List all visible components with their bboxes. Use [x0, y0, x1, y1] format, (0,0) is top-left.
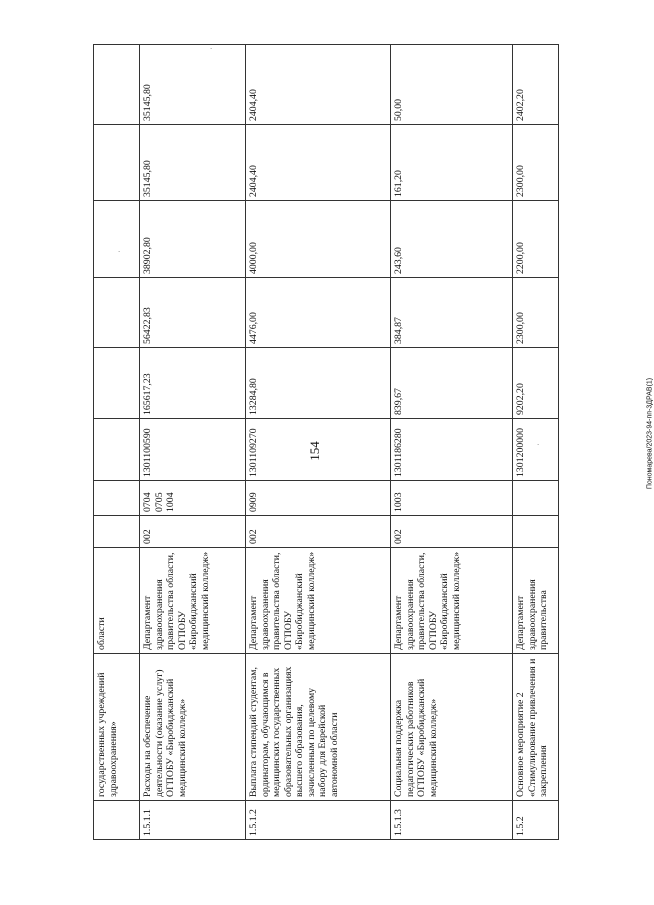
executor: области [94, 548, 140, 654]
year-2026-amount: 35145,80 [140, 45, 246, 125]
year-2026-amount [94, 45, 140, 125]
target-article-code: 1301200000 [513, 419, 559, 481]
target-article-code: 1301186280 [391, 419, 513, 481]
activity-name: государственных учреждений здравоохранения» [94, 654, 140, 801]
table-row [246, 45, 391, 840]
year-2023-amount: 56422,83 [140, 278, 246, 348]
grbs-code: 002 [140, 516, 246, 548]
scan-mark: . [537, 438, 540, 447]
section-code: 0909 [246, 481, 391, 516]
year-2023-amount: 384,87 [391, 278, 513, 348]
total-amount: 165617,23 [140, 348, 246, 419]
year-2024-amount: 2200,00 [513, 201, 559, 278]
row-number: 1.5.2 [513, 801, 559, 840]
executor: Департамент здравоохранения правительства области, ОГПОБУ «Биробиджанский медицинский колледж» [246, 548, 391, 654]
row-number: 1.5.1.3 [391, 801, 513, 840]
budget-table-container [93, 45, 558, 840]
year-2024-amount [94, 201, 140, 278]
section-code [513, 481, 559, 516]
total-amount: 839,67 [391, 348, 513, 419]
table-row [391, 45, 513, 840]
grbs-code [513, 516, 559, 548]
year-2023-amount: 2300,00 [513, 278, 559, 348]
page-number: 154 [306, 441, 322, 461]
year-2024-amount: 38902,80 [140, 201, 246, 278]
activity-name: Выплата стипендий студентам, ординаторам, обучающимся в медицинских государственных образовательных организациях высшего образования, зачисленным по целевому набору для Еврейской автономной области [246, 654, 391, 801]
year-2025-amount: 35145,80 [140, 125, 246, 201]
grbs-code: 002 [391, 516, 513, 548]
year-2024-amount: 243,60 [391, 201, 513, 278]
section-code: 1003 [391, 481, 513, 516]
scan-mark: . [118, 245, 121, 254]
table-row [94, 45, 140, 840]
year-2023-amount [94, 278, 140, 348]
total-amount: 13284,80 [246, 348, 391, 419]
executor: Департамент здравоохранения правительства [513, 548, 559, 654]
target-article-code: 1301100590 [140, 419, 246, 481]
year-2025-amount: 161,20 [391, 125, 513, 201]
activity-name: Социальная поддержка педагогических работников ОГПОБУ «Биробиджанский медицинский колледж» [391, 654, 513, 801]
section-code: 0704 0705 1004 [140, 481, 246, 516]
target-article-code [94, 419, 140, 481]
table-row [513, 45, 559, 840]
row-number [94, 801, 140, 840]
table-body [94, 45, 559, 840]
table-row [140, 45, 246, 840]
year-2025-amount: 2300,00 [513, 125, 559, 201]
row-number: 1.5.1.1 [140, 801, 246, 840]
year-2026-amount: 50,00 [391, 45, 513, 125]
year-2025-amount [94, 125, 140, 201]
activity-name: Основное мероприятие 2 «Стимулирование привлечения и закрепления [513, 654, 559, 801]
section-code [94, 481, 140, 516]
year-2024-amount: 4000,00 [246, 201, 391, 278]
grbs-code: 002 [246, 516, 391, 548]
total-amount: 9202,20 [513, 348, 559, 419]
year-2026-amount: 2402,20 [513, 45, 559, 125]
year-2026-amount: 2404,40 [246, 45, 391, 125]
executor: Департамент здравоохранения правительства области, ОГПОБУ «Биробиджанский медицинский колледж» [391, 548, 513, 654]
executor: Департамент здравоохранения правительства области, ОГПОБУ «Биробиджанский медицинский колледж» [140, 548, 246, 654]
activity-name: Расходы на обеспечение деятельности (оказание услуг) ОГПОБУ «Биробиджанский медицинский колледж» [140, 654, 246, 801]
scan-mark: . [210, 42, 213, 51]
budget-table [93, 44, 559, 840]
target-article-code: 1301109270 [246, 419, 391, 481]
grbs-code [94, 516, 140, 548]
footer-code: Пономарева/2023-94-пп-3ДРАВ(1) [646, 377, 654, 490]
total-amount [94, 348, 140, 419]
row-number: 1.5.1.2 [246, 801, 391, 840]
year-2023-amount: 4476,00 [246, 278, 391, 348]
year-2025-amount: 2404,40 [246, 125, 391, 201]
